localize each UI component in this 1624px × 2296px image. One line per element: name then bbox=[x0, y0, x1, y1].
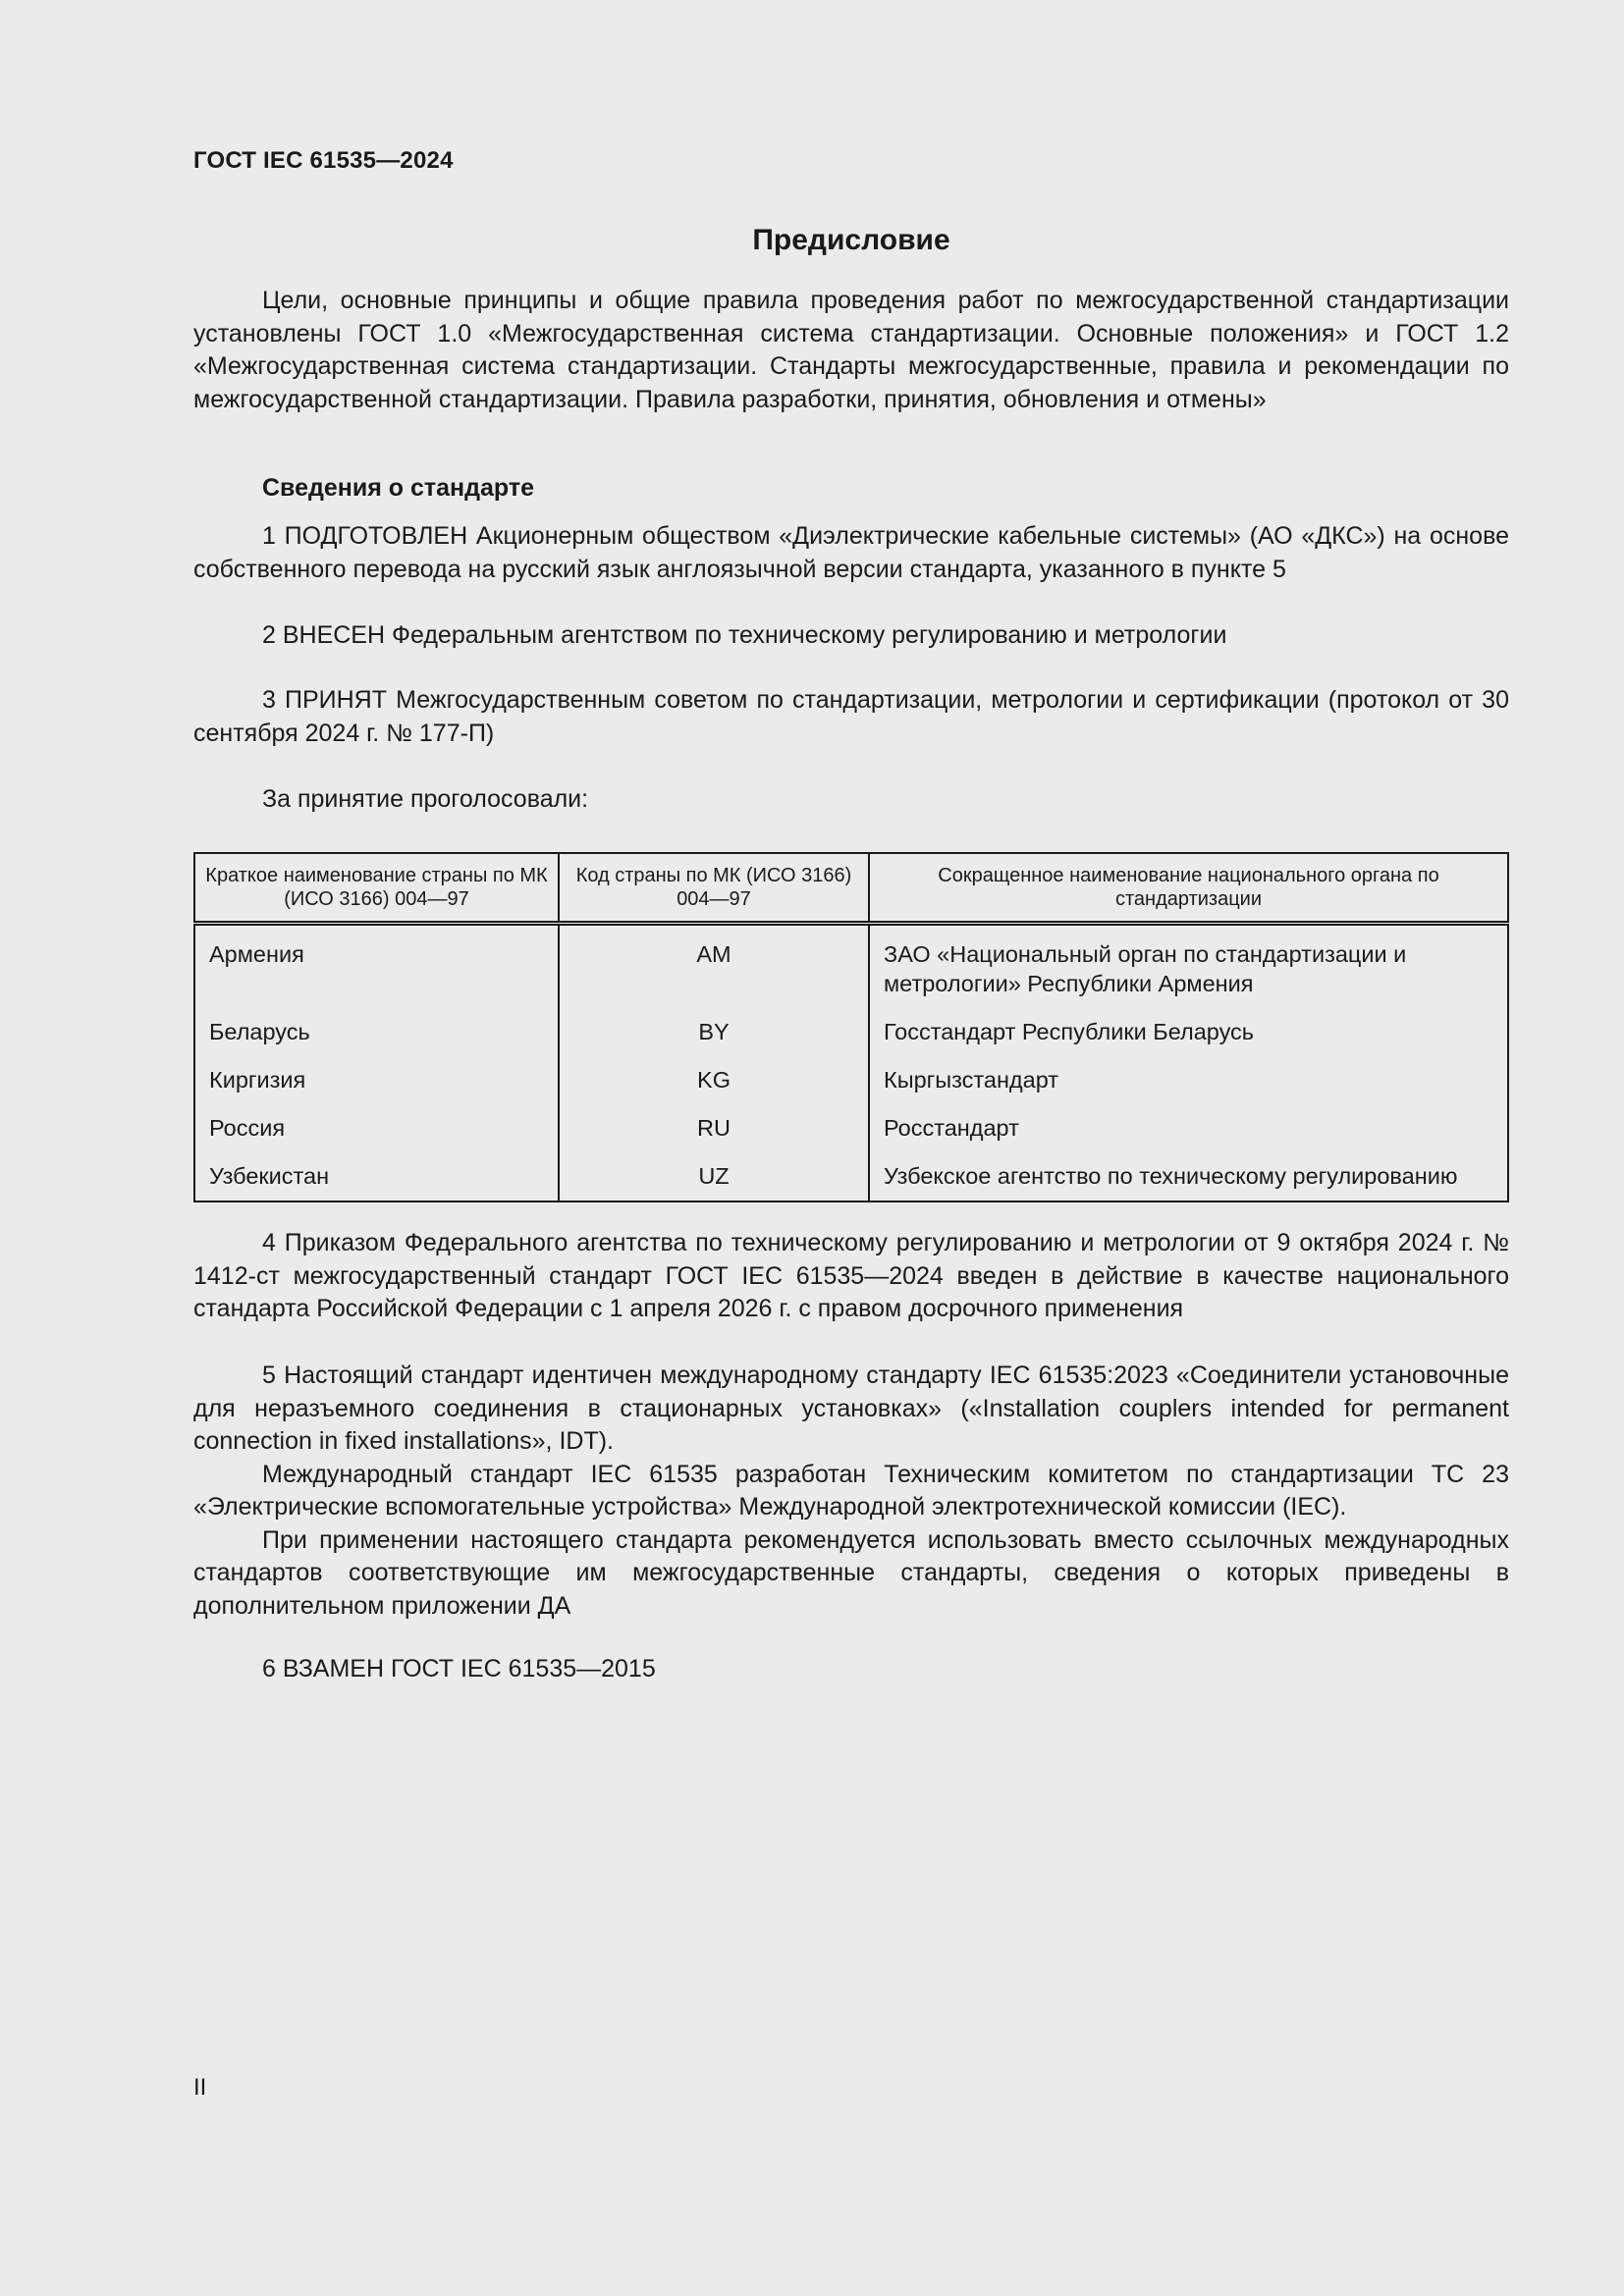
item-6-paragraph: 6 ВЗАМЕН ГОСТ IEC 61535—2015 bbox=[262, 1655, 656, 1682]
item-3-paragraph: 3 ПРИНЯТ Межгосударственным советом по стандартизации, метрологии и сертификации (протокол от 30 сентября 2024 г. № 177-П) bbox=[193, 686, 1509, 747]
voted-label-block bbox=[193, 783, 1509, 817]
standards-body: ЗАО «Национальный орган по стандартизации и метрологии» Республики Армения bbox=[884, 941, 1407, 996]
standards-body: Кыргызстандарт bbox=[884, 1067, 1059, 1093]
table-row bbox=[194, 1057, 1508, 1105]
country-name: Россия bbox=[194, 1105, 559, 1153]
header-country-name: Краткое наименование страны по МК (ИСО 3166) 004—97 bbox=[194, 853, 559, 924]
intro-paragraph: Цели, основные принципы и общие правила проведения работ по межгосударственной стандартизации установлены ГОСТ 1.0 «Межгосударственная система стандартизации. Основные положения» и ГОСТ 1.2 «Межгосударственная система стандартизации. Стандарты межгосударственные, правила и рекомендации по межгосударственной стандартизации. Правила разработки, принятия, обновления и отмены» bbox=[193, 287, 1509, 413]
standards-body: Узбекское агентство по техническому регулированию bbox=[884, 1163, 1458, 1189]
item-1-block bbox=[193, 520, 1509, 586]
country-name: Узбекистан bbox=[194, 1153, 559, 1201]
country-name: Беларусь bbox=[194, 1009, 559, 1057]
info-heading-block bbox=[193, 472, 1509, 506]
item-1-paragraph: 1 ПОДГОТОВЛЕН Акционерным обществом «Диэлектрические кабельные системы» (АО «ДКС») на основе собственного перевода на русский язык англоязычной версии стандарта, указанного в пункте 5 bbox=[193, 522, 1509, 583]
item-4-block bbox=[193, 1227, 1509, 1326]
country-name: Армения bbox=[194, 924, 559, 1010]
table-header-row bbox=[194, 853, 1508, 924]
header-country-code: Код страны по МК (ИСО 3166) 004—97 bbox=[559, 853, 869, 924]
item-2-block bbox=[193, 619, 1509, 653]
item-6-block bbox=[193, 1653, 1509, 1686]
info-heading: Сведения о стандарте bbox=[262, 474, 535, 502]
country-code: BY bbox=[559, 1009, 869, 1057]
item-5-paragraph-2: Международный стандарт IEC 61535 разработан Техническим комитетом по стандартизации TC 23 «Электрические вспомогательные устройства» Международной электротехнической комиссии (IEC). bbox=[193, 1460, 1509, 1521]
document-header: ГОСТ IEC 61535—2024 bbox=[193, 147, 454, 174]
standards-body: Госстандарт Республики Беларусь bbox=[884, 1019, 1255, 1044]
country-name: Киргизия bbox=[194, 1057, 559, 1105]
page-number: II bbox=[193, 2074, 207, 2101]
voting-table bbox=[193, 852, 1509, 1202]
standards-body: Росстандарт bbox=[884, 1115, 1019, 1141]
table-row bbox=[194, 1153, 1508, 1201]
voted-label: За принятие проголосовали: bbox=[262, 785, 589, 813]
table-row bbox=[194, 924, 1508, 1010]
country-code: AM bbox=[559, 924, 869, 1010]
item-2-paragraph: 2 ВНЕСЕН Федеральным агентством по техническому регулированию и метрологии bbox=[262, 621, 1227, 649]
document-page bbox=[193, 0, 1509, 2296]
header-standards-body: Сокращенное наименование национального органа по стандартизации bbox=[869, 853, 1508, 924]
table-row bbox=[194, 1009, 1508, 1057]
item-5-block bbox=[193, 1360, 1509, 1623]
country-code: UZ bbox=[559, 1153, 869, 1201]
country-code: KG bbox=[559, 1057, 869, 1105]
page-title: Предисловие bbox=[752, 224, 950, 256]
intro-block bbox=[193, 285, 1509, 416]
table-row bbox=[194, 1105, 1508, 1153]
item-4-paragraph: 4 Приказом Федерального агентства по техническому регулированию и метрологии от 9 октября 2024 г. № 1412-ст межгосударственный стандарт ГОСТ IEC 61535—2024 введен в действие в качестве национального стандарта Российской Федерации с 1 апреля 2026 г. с правом досрочного применения bbox=[193, 1229, 1509, 1322]
country-code: RU bbox=[559, 1105, 869, 1153]
item-5-paragraph-1: 5 Настоящий стандарт идентичен международному стандарту IEC 61535:2023 «Соединители установочные для неразъемного соединения в стационарных установках» («Installation couplers intended for permanent connection in fixed installations», IDT). bbox=[193, 1362, 1509, 1455]
item-5-paragraph-3: При применении настоящего стандарта рекомендуется использовать вместо ссылочных международных стандартов соответствующие им межгосударственные стандарты, сведения о которых приведены в дополнительном приложении ДА bbox=[193, 1525, 1509, 1620]
item-3-block bbox=[193, 684, 1509, 750]
